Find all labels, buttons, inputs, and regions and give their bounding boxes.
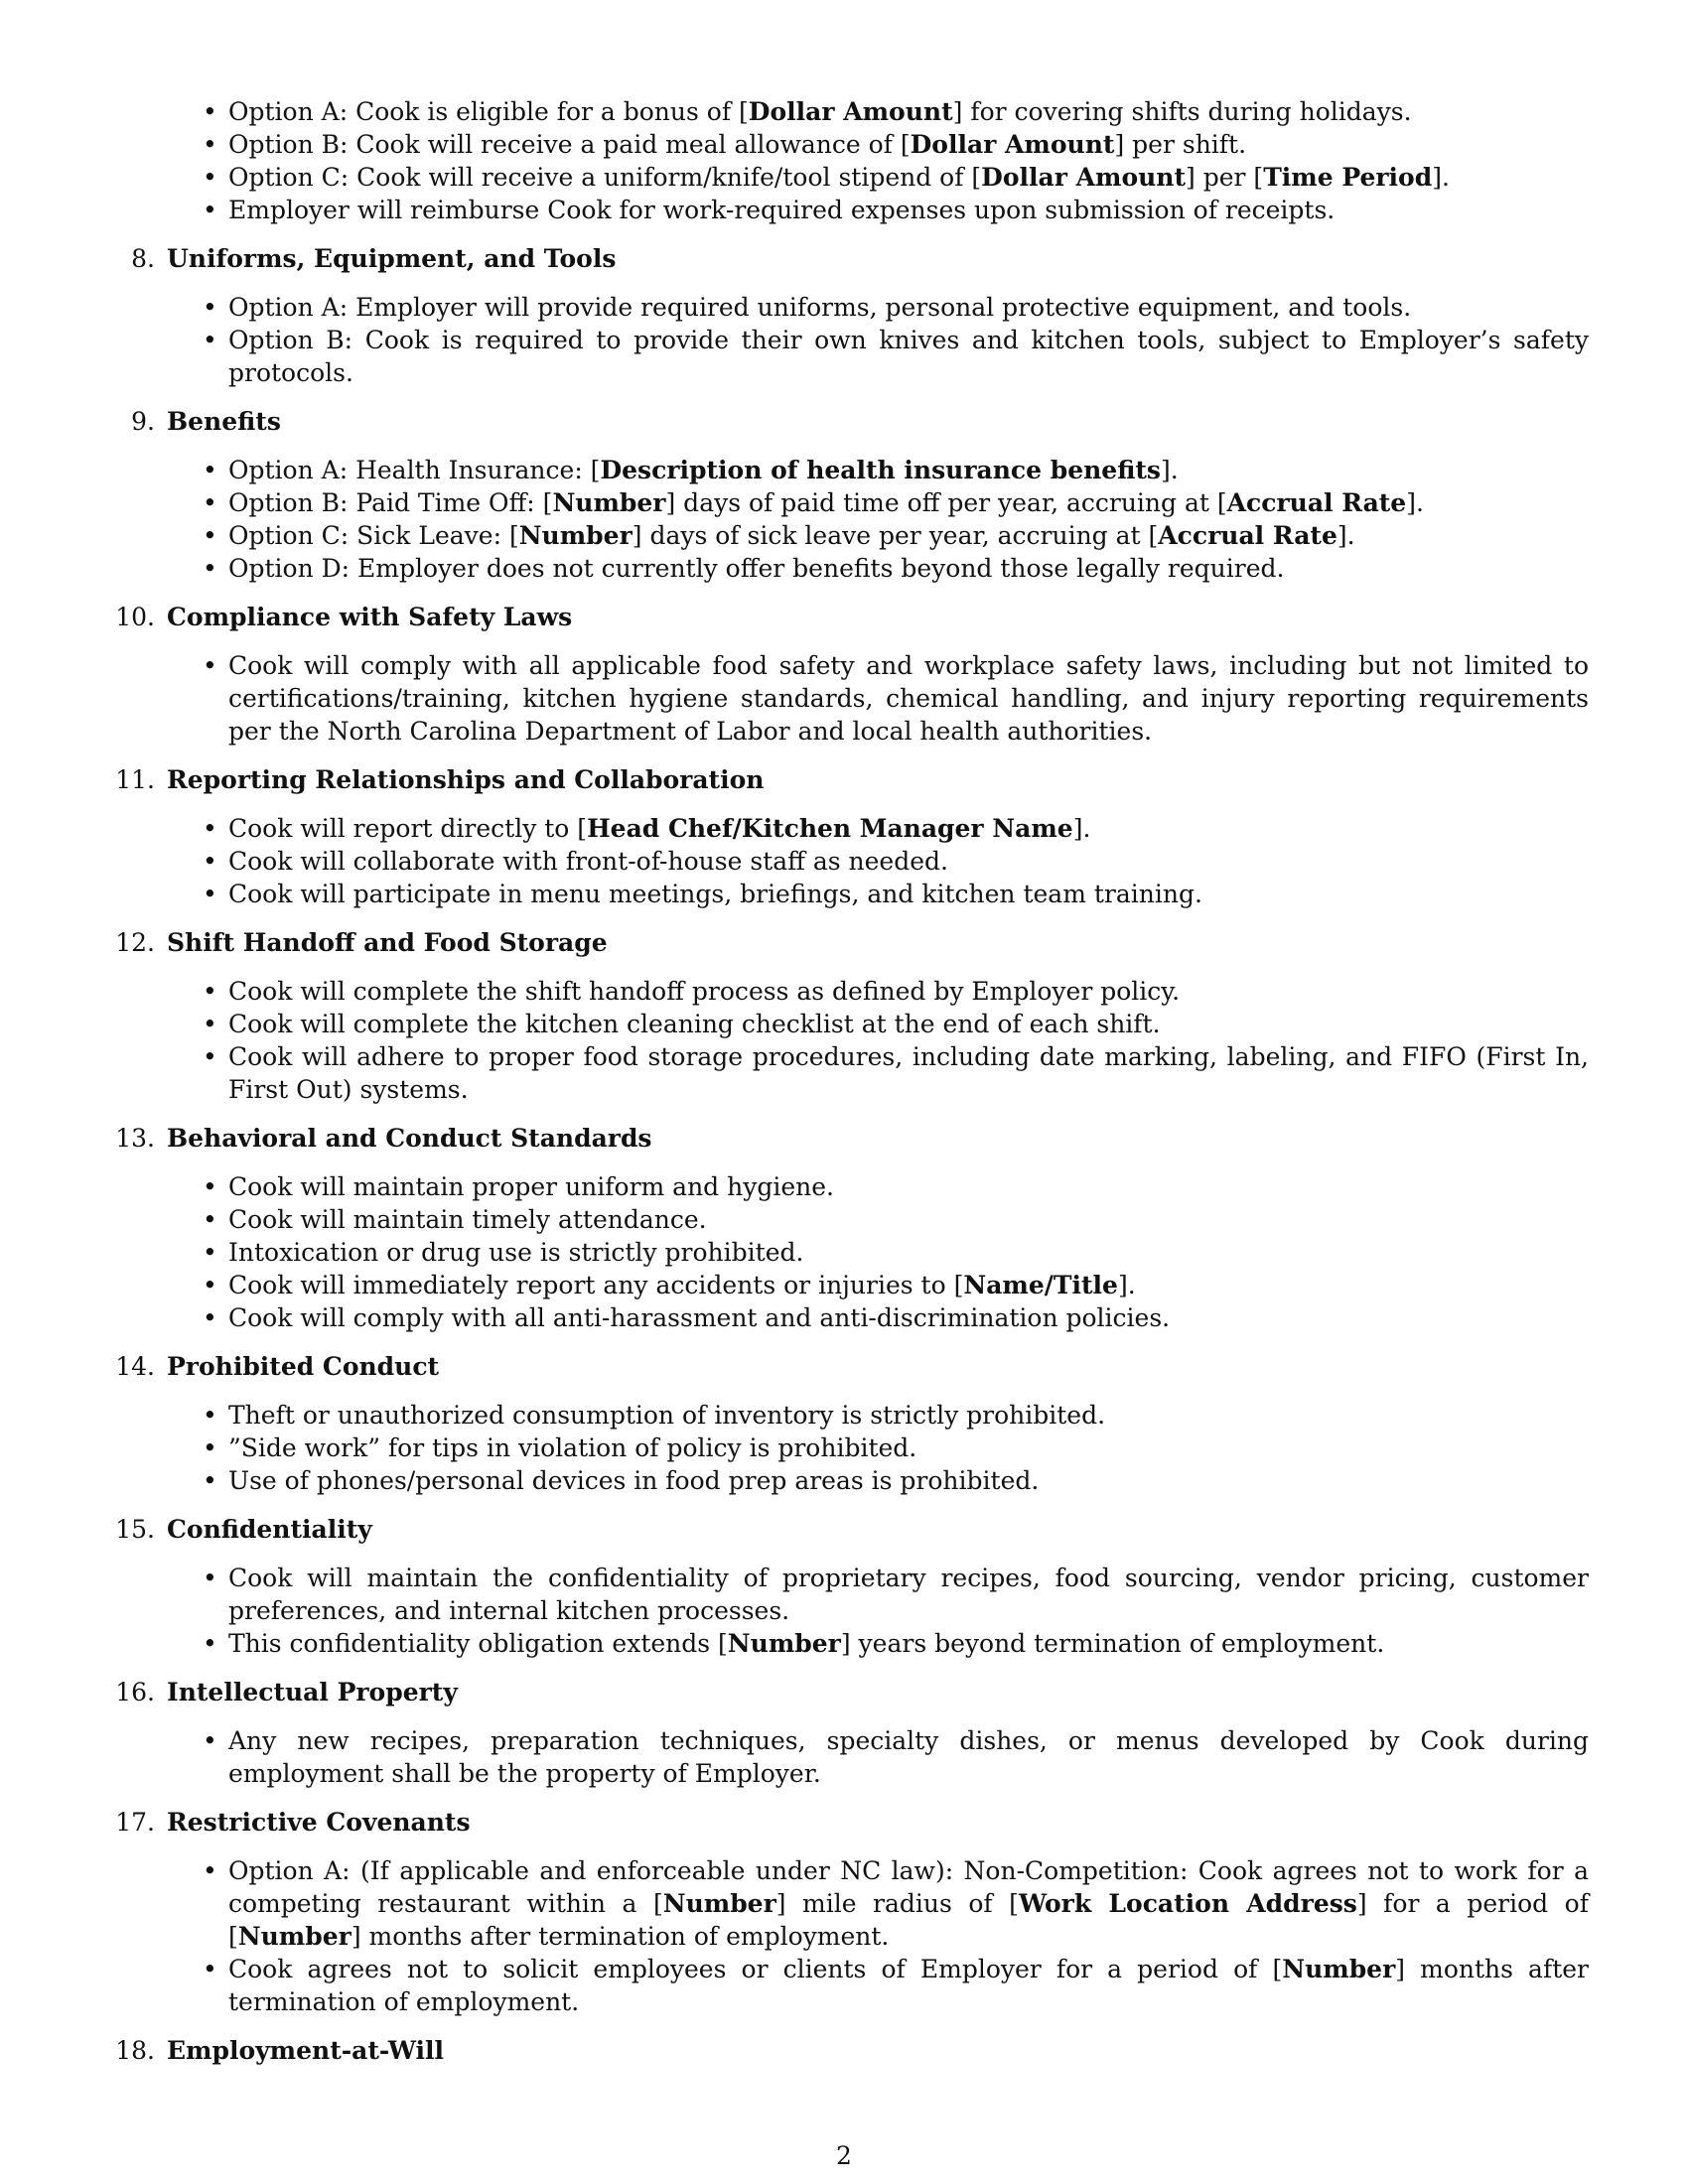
text-run: Option B: Paid Time Off: [ [228,488,553,517]
placeholder-field: Dollar Amount [748,97,953,126]
text-run: Cook will maintain timely attendance. [228,1205,707,1234]
list-item [167,1040,1589,1106]
list-item [167,552,1589,585]
section [115,1122,1589,1334]
text-run: Cook will comply with all anti-harassment and anti-discrimination policies. [228,1303,1171,1332]
list-item [167,454,1589,486]
section [131,405,1589,585]
text-run: ] for covering shifts during holidays. [952,97,1412,126]
list-item [167,975,1589,1008]
section-heading [115,1350,1589,1383]
section-number: 16. [115,1678,155,1706]
section-title: Behavioral and Conduct Standards [167,1124,652,1153]
text-run: Option A: Health Insurance: [ [228,456,601,484]
text-run: ]. [1336,521,1355,550]
placeholder-field: Head Chef/Kitchen Manager Name [587,814,1073,843]
list-item [167,649,1589,748]
text-run: Cook will complete the kitchen cleaning checklist at the end of each shift. [228,1010,1161,1038]
section-title: Prohibited Conduct [167,1352,440,1381]
text-run: Cook will comply with all applicable food safety and workplace safety laws, including but not limited to certifications/training, kitchen hygiene standards, chemical handling, and injury reporting requirements per the North Carolina Department of Labor and local health authorities. [228,651,1589,746]
placeholder-field: Number [552,488,666,517]
text-run: ]. [1072,814,1091,843]
list-item [167,519,1589,552]
list-item [167,1562,1589,1627]
list-item [167,128,1589,161]
bullet-list [167,454,1589,585]
text-run: ] mile radius of [ [775,1889,1019,1918]
section-title: Benefits [167,407,281,436]
section [115,1806,1589,2018]
section-title: Employment-at-Will [167,2036,445,2065]
section-heading [115,926,1589,959]
section-number: 14. [115,1352,155,1381]
list-item [167,1953,1589,2018]
list-item [167,194,1589,226]
continued-bullet-list [167,95,1589,226]
bullet-list [167,812,1589,910]
text-run: ]. [1161,456,1179,484]
section-number: 13. [115,1124,155,1153]
section-heading [115,1676,1589,1708]
text-run: Cook will report directly to [ [228,814,588,843]
list-item [167,1269,1589,1301]
bullet-list [167,1724,1589,1790]
list-item [167,878,1589,910]
bullet-list [167,1170,1589,1334]
list-item [167,1170,1589,1203]
text-run: ] per [ [1186,163,1264,192]
list-item [167,1301,1589,1334]
section-heading [115,2034,1589,2067]
list-item [167,1008,1589,1040]
placeholder-field: Work Location Address [1018,1889,1357,1918]
section-number: 9. [131,407,155,436]
bullet-list [167,649,1589,748]
placeholder-field: Dollar Amount [910,130,1115,159]
section-number: 8. [131,244,155,273]
numbered-sections [115,242,1589,2067]
section-heading [131,405,1589,438]
section [115,2034,1589,2067]
text-run: Option D: Employer does not currently offer benefits beyond those legally required. [228,554,1285,583]
text-run: ] months after termination of employment. [351,1922,890,1951]
section [115,1350,1589,1497]
document-body [115,95,1589,2083]
text-run: Option C: Sick Leave: [ [228,521,519,550]
text-run: ] days of paid time off per year, accruing at [ [665,488,1227,517]
page-number: 2 [836,2141,852,2170]
list-item [167,324,1589,389]
list-item [167,845,1589,878]
text-run: ]. [1117,1271,1136,1299]
text-run: Option A: (If applicable and enforceable under NC law): Non-Competition: Cook agrees not to work for a competing restaurant within a [ [228,1856,1589,1918]
section-number: 10. [115,603,155,631]
section-title: Shift Handoff and Food Storage [167,928,608,957]
placeholder-field: Number [662,1889,776,1918]
bullet-list [167,291,1589,389]
list-item [167,1627,1589,1660]
text-run: Cook will complete the shift handoff process as defined by Employer policy. [228,977,1181,1006]
list-item [167,1464,1589,1497]
text-run: Cook will participate in menu meetings, briefings, and kitchen team training. [228,880,1202,908]
text-run: ”Side work” for tips in violation of policy is prohibited. [228,1433,917,1462]
text-run: ] days of sick leave per year, accruing at [ [632,521,1159,550]
text-run: Cook will collaborate with front-of-house staff as needed. [228,847,948,876]
text-run: Cook will adhere to proper food storage procedures, including date marking, labeling, and FIFO (First In, First Out) systems. [228,1042,1589,1104]
text-run: ]. [1432,163,1450,192]
text-run: Employer will reimburse Cook for work-required expenses upon submission of receipts. [228,196,1336,224]
list-item [167,95,1589,128]
text-run: Option B: Cook is required to provide their own knives and kitchen tools, subject to Employer’s safety protocols. [228,326,1589,387]
placeholder-field: Number [1282,1955,1396,1983]
section-number: 17. [115,1808,155,1837]
text-run: Use of phones/personal devices in food prep areas is prohibited. [228,1466,1040,1495]
text-run: ] years beyond termination of employment. [840,1629,1385,1658]
text-run: Cook will maintain proper uniform and hygiene. [228,1172,834,1201]
text-run: Theft or unauthorized consumption of inventory is strictly prohibited. [228,1401,1106,1430]
list-item [167,1236,1589,1269]
section-heading [131,242,1589,275]
list-item [167,1854,1589,1953]
list-item [167,812,1589,845]
section [115,763,1589,910]
text-run: Intoxication or drug use is strictly prohibited. [228,1238,804,1267]
section-title: Reporting Relationships and Collaboration [167,765,765,794]
bullet-list [167,975,1589,1106]
placeholder-field: Description of health insurance benefits [600,456,1161,484]
section-title: Confidentiality [167,1515,372,1544]
section [115,1676,1589,1790]
text-run: This confidentiality obligation extends [ [228,1629,728,1658]
text-run: Option B: Cook will receive a paid meal allowance of [ [228,130,911,159]
text-run: Cook agrees not to solicit employees or clients of Employer for a period of [ [228,1955,1283,1983]
section [115,1513,1589,1660]
section-title: Uniforms, Equipment, and Tools [167,244,617,273]
bullet-list [167,1854,1589,2018]
section [131,242,1589,389]
text-run: Any new recipes, preparation techniques, specialty dishes, or menus developed by Cook during employment shall be the property of Employer. [228,1726,1589,1788]
list-item [167,1399,1589,1432]
list-item [167,1432,1589,1464]
section-heading [115,601,1589,633]
placeholder-field: Time Period [1263,163,1433,192]
section-title: Compliance with Safety Laws [167,603,573,631]
bullet-list [167,1399,1589,1497]
section [115,926,1589,1106]
section-title: Intellectual Property [167,1678,458,1706]
section-heading [115,763,1589,796]
placeholder-field: Name/Title [963,1271,1118,1299]
section-number: 12. [115,928,155,957]
text-run: Cook will immediately report any accidents or injuries to [ [228,1271,964,1299]
list-item [167,161,1589,194]
section-heading [115,1513,1589,1546]
section-heading [115,1806,1589,1839]
section-heading [115,1122,1589,1155]
section-number: 11. [115,765,155,794]
text-run: ]. [1406,488,1424,517]
text-run: ] months after termination of employment. [228,1955,1589,2016]
list-item [167,291,1589,324]
list-item [167,1203,1589,1236]
text-run: ] per shift. [1114,130,1247,159]
text-run: Option C: Cook will receive a uniform/knife/tool stipend of [ [228,163,982,192]
section-number: 18. [115,2036,155,2065]
placeholder-field: Dollar Amount [981,163,1187,192]
text-run: Option A: Cook is eligible for a bonus of [ [228,97,749,126]
placeholder-field: Accrual Rate [1158,521,1337,550]
placeholder-field: Number [237,1922,352,1951]
section-number: 15. [115,1515,155,1544]
placeholder-field: Number [727,1629,841,1658]
placeholder-field: Accrual Rate [1226,488,1407,517]
bullet-list [167,1562,1589,1660]
list-item [167,486,1589,519]
text-run: Cook will maintain the confidentiality of proprietary recipes, food sourcing, vendor pricing, customer preferences, and internal kitchen processes. [228,1564,1589,1625]
text-run: Option A: Employer will provide required uniforms, personal protective equipment, and tools. [228,293,1412,322]
list-item [167,1724,1589,1790]
text-run: ] for a period of [ [228,1889,1589,1951]
placeholder-field: Number [518,521,633,550]
section-title: Restrictive Covenants [167,1808,471,1837]
section [115,601,1589,748]
